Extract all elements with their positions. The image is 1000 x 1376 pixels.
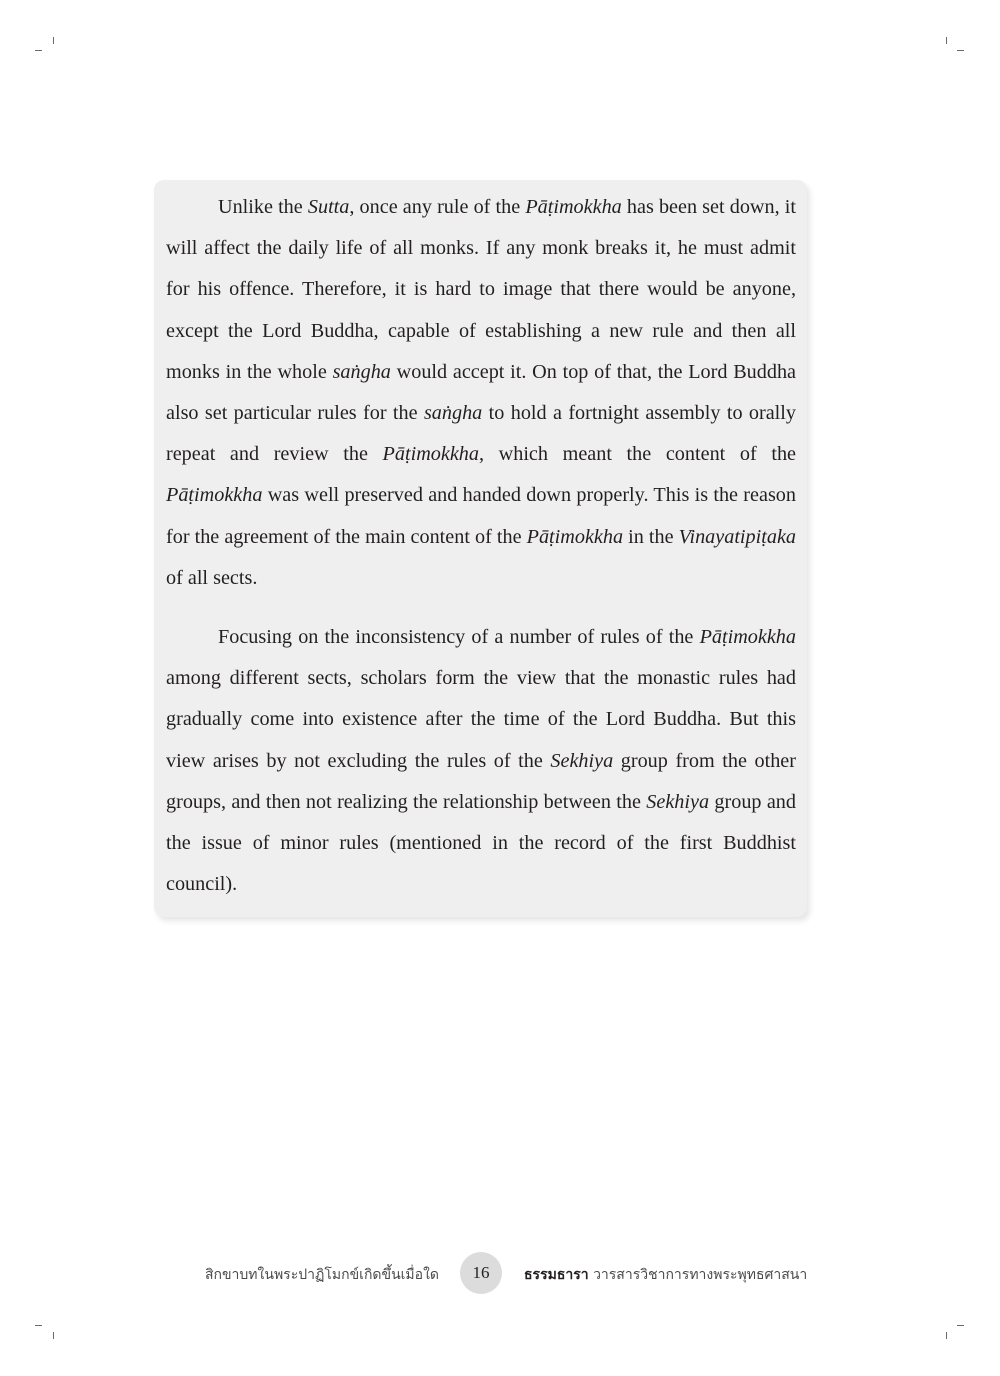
italic-term: Pāṭimokkha: [166, 484, 263, 507]
italic-term: Pāṭimokkha: [525, 196, 622, 218]
crop-mark: [35, 50, 42, 51]
italic-term: saṅgha: [332, 360, 391, 383]
page-number: 16: [460, 1252, 502, 1294]
italic-term: Sutta: [307, 196, 350, 218]
crop-mark: [946, 37, 947, 44]
body-paragraph: Focusing on the inconsistency of a number of rules of the Pāṭimokkha among different sects, scholars form the view that the monastic rules had gradually come into existence after the time of the Lord Buddha. But this view arises by not excluding the rules of the Sekhiya group from the other groups, and then not realizing the relationship between the Sekhiya group and the issue of minor rules (mentioned in the record of the first Buddhist council).: [166, 626, 796, 896]
crop-mark: [946, 1332, 947, 1339]
italic-term: saṅgha: [423, 402, 483, 425]
article-title: สิกขาบทในพระปาฏิโมกข์เกิดขึ้นเมื่อใด: [204, 1267, 439, 1283]
crop-mark: [957, 1325, 964, 1326]
text-box: [154, 180, 807, 917]
journal-name: ธรรมธารา: [524, 1267, 589, 1283]
journal-title: [524, 1264, 807, 1286]
crop-mark: [53, 37, 54, 44]
page-footer: [0, 1252, 1000, 1296]
body-paragraph: Unlike the Sutta, once any rule of the Pāṭimokkha has been set down, it will affect the daily life of all monks. If any monk breaks it, he must admit for his offence. Therefore, it is hard to image that there would be anyone, except the Lord Buddha, capable of establishing a new rule and then all monks in the whole saṅgha would accept it. On top of that, the Lord Buddha also set particular rules for the saṅgha to hold a fortnight assembly to orally repeat and review the Pāṭimokkha, which meant the content of the Pāṭimokkha was well preserved and handed down properly. This is the reason for the agreement of the main content of the Pāṭimokkha in the Vinayatipiṭaka of all sects.: [166, 196, 796, 589]
italic-term: Sekhiya: [646, 790, 710, 813]
italic-term: Vinayatipiṭaka: [678, 525, 796, 548]
crop-mark: [35, 1325, 42, 1326]
crop-mark: [53, 1332, 54, 1339]
crop-mark: [957, 50, 964, 51]
italic-term: Pāṭimokkha: [699, 626, 796, 648]
italic-term: Sekhiya: [550, 749, 614, 772]
journal-subtitle: วารสารวิชาการทางพระพุทธศาสนา: [593, 1267, 808, 1283]
italic-term: Pāṭimokkha: [382, 443, 479, 466]
italic-term: Pāṭimokkha: [526, 525, 624, 548]
